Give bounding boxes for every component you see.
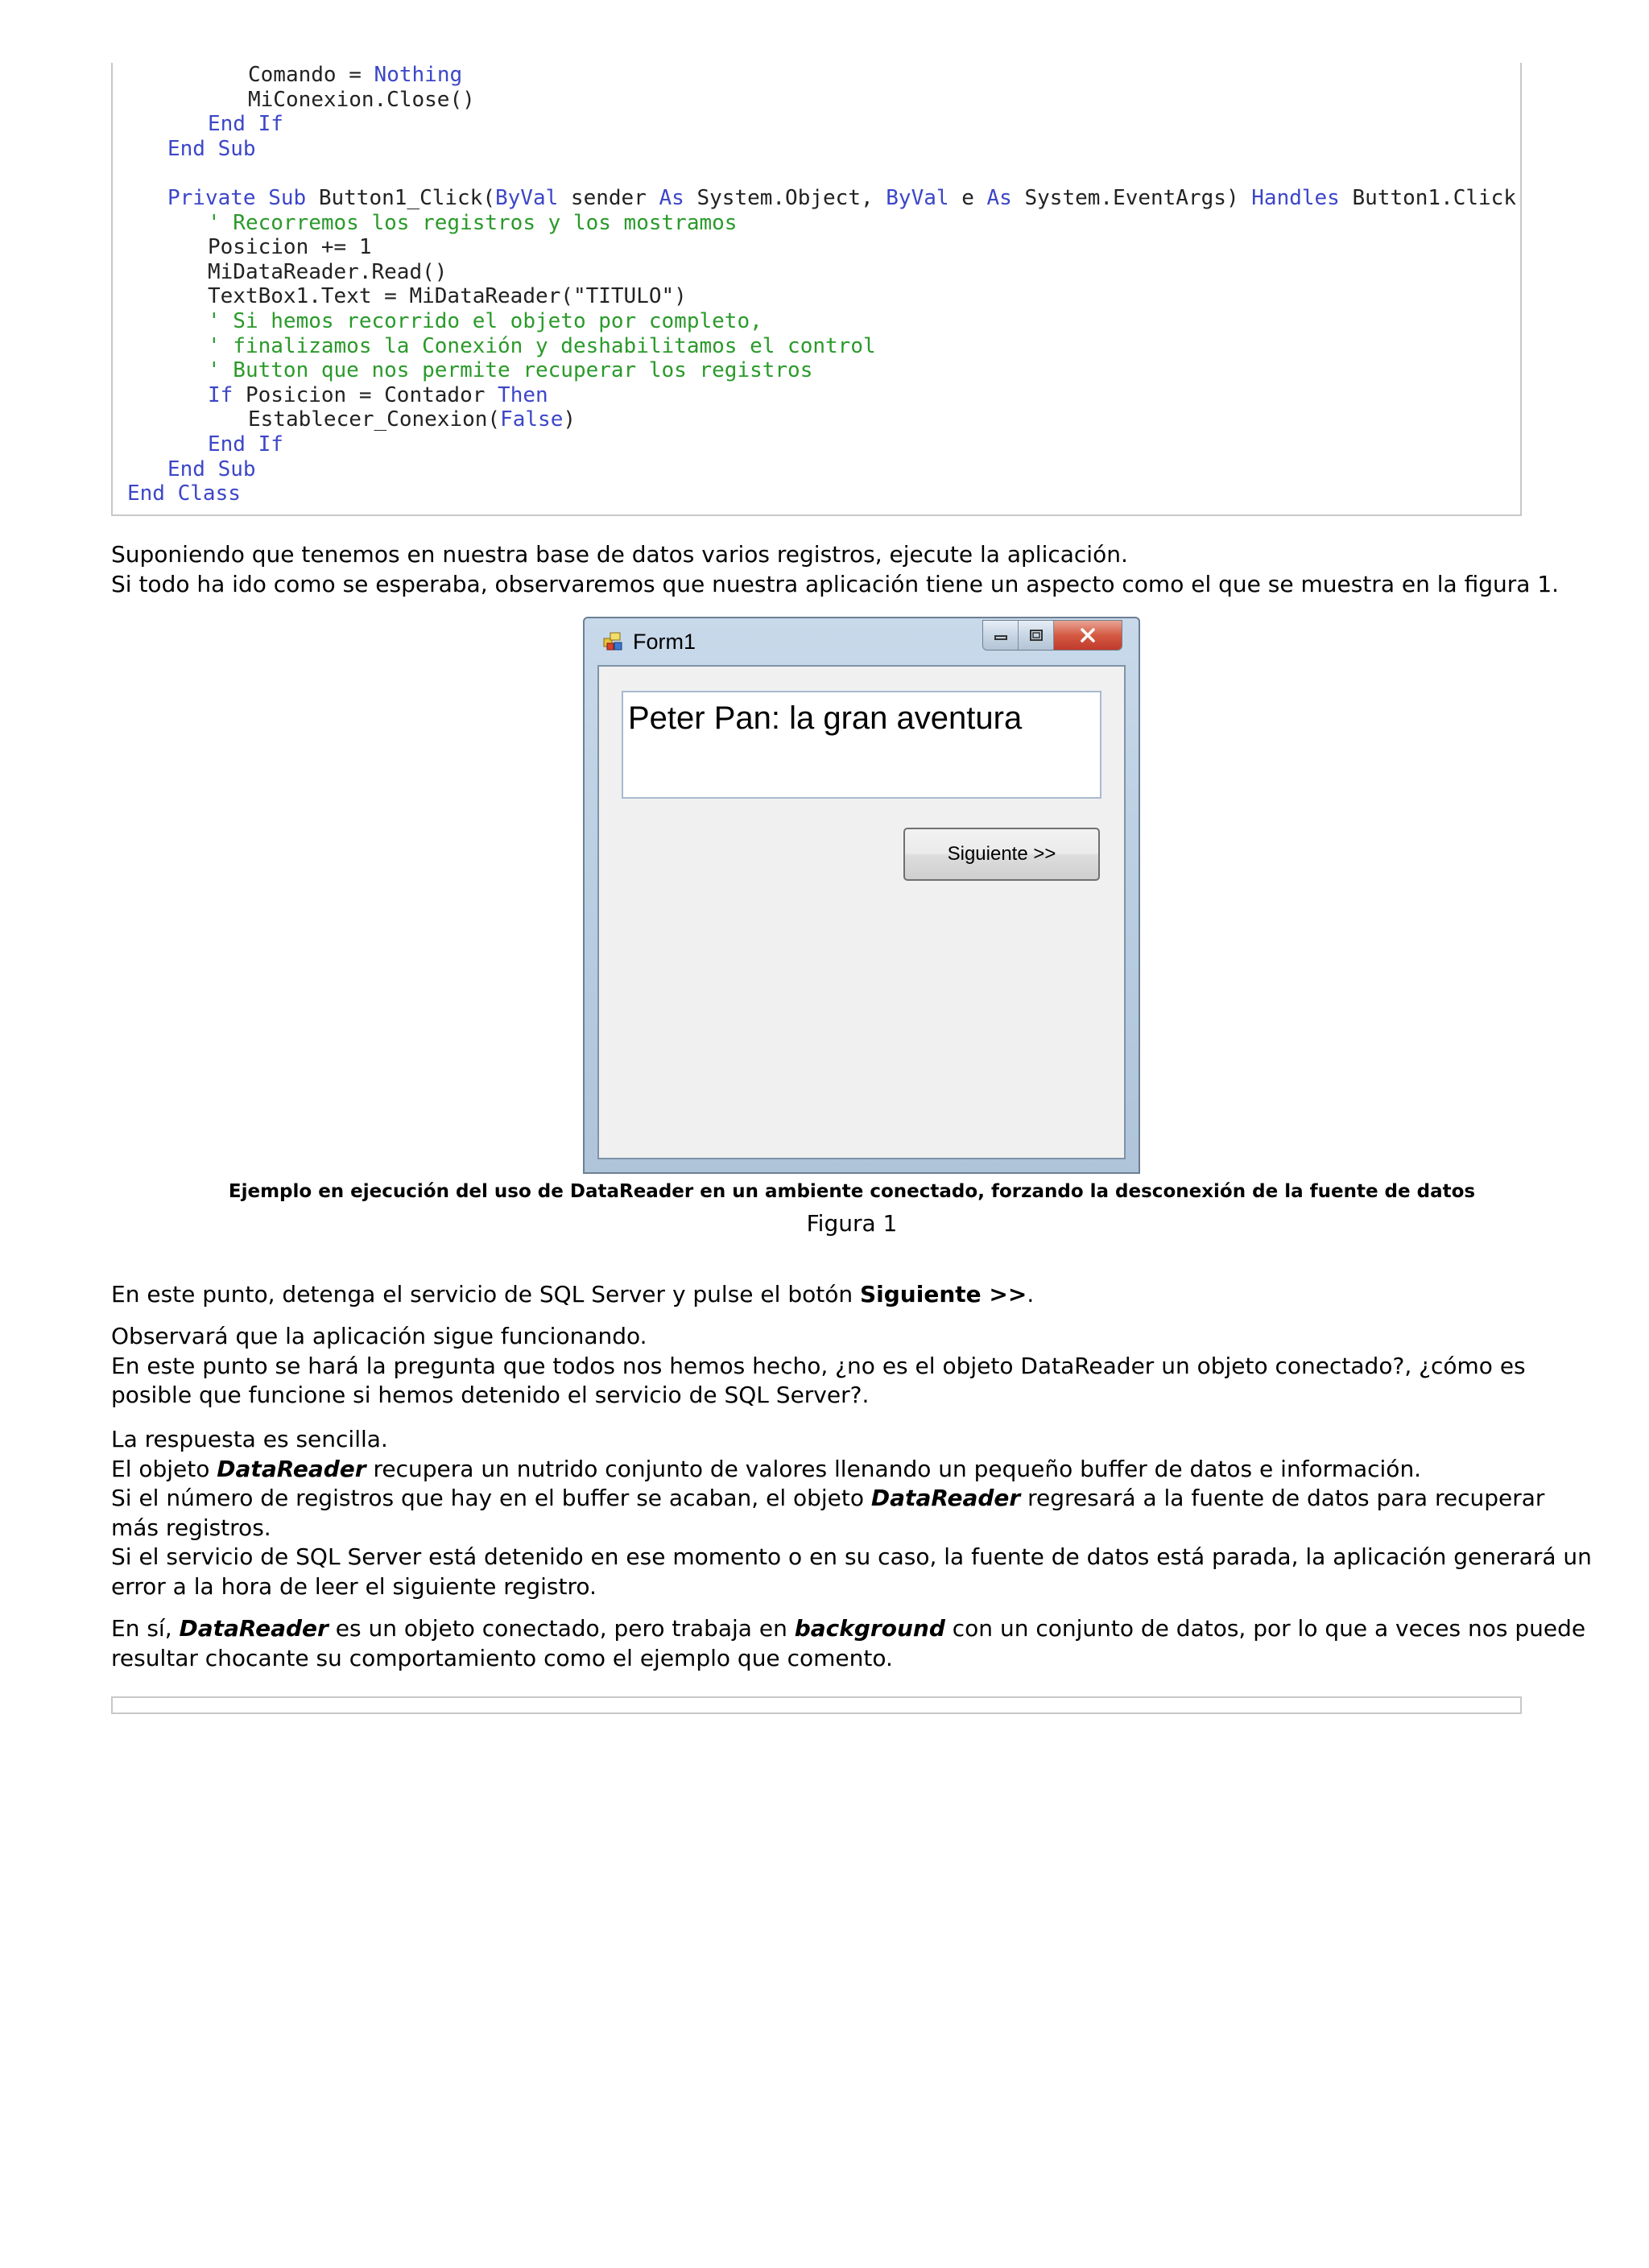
code-comment: ' finalizamos la Conexión y deshabilitamos el control [208,333,876,358]
code-line [127,457,1516,482]
code-line [127,186,1516,211]
paragraph-answer [111,1425,1593,1601]
code-line [127,432,1516,457]
close-button[interactable] [1054,621,1122,650]
code-text: System.Object, [684,185,886,210]
minimize-icon [993,630,1009,641]
code-keyword: End Sub [167,136,256,161]
p3-line-1: La respuesta es sencilla. [111,1426,388,1452]
intro-line-2: Si todo ha ido como se esperaba, observaremos que nuestra aplicación tiene un aspecto como el que se muestra en la figura 1. [111,570,1560,597]
p4-d: background [794,1615,945,1642]
code-text: MiConexion.Close() [248,87,475,112]
p3-line-2b: DataReader [217,1455,366,1482]
code-line [127,112,1516,137]
bottom-separator-box [111,1696,1522,1714]
maximize-icon [1028,629,1044,642]
p3-line-3c: regresará a la fuente de datos para recuperar más registros. [111,1485,1545,1541]
code-comment: ' Si hemos recorrido el objeto por completo, [208,308,763,333]
p3-line-3a: Si el número de registros que hay en el buffer se acaban, el objeto [111,1485,871,1511]
p3-line-2a: El objeto [111,1455,217,1482]
code-text: Comando = [248,63,374,87]
window-controls [982,620,1122,651]
siguiente-button[interactable]: Siguiente >> [903,828,1100,881]
window-title: Form1 [633,630,696,654]
code-keyword: Then [498,382,548,407]
code-keyword: ByVal [886,185,949,210]
code-keyword: Private Sub [167,185,307,210]
p3-line-4: Si el servicio de SQL Server está detenido en ese momento o en su caso, la fuente de datos está parada, la aplicación generará un error a la hora de leer el siguiente registro. [111,1543,1592,1600]
p4-e: con un conjunto de datos, por lo que a veces nos puede resultar chocante su comportamiento como el ejemplo que comento. [111,1615,1586,1671]
p4-a: En sí, [111,1615,180,1642]
code-text: ) [563,407,577,432]
paragraph-conclusion [111,1614,1593,1673]
code-line [127,235,1516,260]
code-line [127,309,1516,334]
intro-paragraph [111,540,1593,599]
paragraph-question [111,1322,1593,1411]
code-line [127,161,1516,186]
p1-text: En este punto, detenga el servicio de SQL Server y pulse el botón [111,1281,860,1308]
code-line [127,284,1516,309]
code-text: MiDataReader.Read() [208,259,448,284]
code-line [127,88,1516,113]
code-keyword: End If [208,432,283,456]
figure-label: Figura 1 [806,1210,898,1237]
intro-line-1: Suponiendo que tenemos en nuestra base de datos varios registros, ejecute la aplicación. [111,541,1128,568]
p2-line-1: Observará que la aplicación sigue funcionando. [111,1323,647,1349]
code-line [127,407,1516,432]
p1-bold: Siguiente >> [860,1281,1027,1308]
code-keyword: ByVal [495,185,559,210]
close-icon [1079,628,1097,642]
title-textbox[interactable]: Peter Pan: la gran aventura [622,691,1101,799]
paragraph-stop-service [111,1280,1593,1310]
form-client-area [597,665,1126,1159]
code-line [127,63,1516,88]
p3-line-2c: recupera un nutrido conjunto de valores llenando un pequeño buffer de datos e información. [366,1455,1422,1482]
code-line [127,481,1516,506]
code-line [127,383,1516,408]
code-keyword: End Class [127,481,241,506]
window-titlebar [585,618,1139,665]
p4-c: es un objeto conectado, pero trabaja en [328,1615,795,1642]
code-text: Posicion += 1 [208,235,372,260]
code-keyword: Handles [1251,185,1340,210]
code-text: Button1.Click [1339,185,1516,210]
code-text: TextBox1.Text = MiDataReader("TITULO") [208,284,687,309]
code-text: System.EventArgs) [1011,185,1252,210]
code-keyword: End Sub [167,456,256,481]
code-keyword: As [659,185,684,210]
code-comment: ' Button que nos permite recuperar los registros [208,358,813,383]
code-keyword: As [986,185,1012,210]
code-keyword: False [500,407,564,432]
code-comment: ' Recorremos los registros y los mostramos [208,210,738,235]
code-keyword: Nothing [374,63,463,87]
code-keyword: If [208,382,234,407]
code-line [127,260,1516,285]
code-line [127,211,1516,236]
figure-caption: Ejemplo en ejecución del uso de DataReader en un ambiente conectado, forzando la desconexión de la fuente de datos [228,1181,1476,1202]
code-text: Posicion = Contador [233,382,498,407]
p1-end: . [1027,1281,1035,1308]
minimize-button[interactable] [983,621,1019,650]
code-line [127,137,1516,162]
code-line [127,358,1516,383]
code-text: Button1_Click( [306,185,495,210]
p3-line-3b: DataReader [870,1485,1021,1511]
code-text: Establecer_Conexion( [248,407,501,432]
code-listing [127,63,1516,506]
form-app-icon [602,631,623,652]
maximize-button[interactable] [1019,621,1054,650]
code-keyword: End If [208,112,283,137]
p4-b: DataReader [179,1615,329,1642]
form1-window [583,617,1140,1174]
code-text: e [948,185,987,210]
code-line [127,334,1516,359]
code-text: sender [558,185,659,210]
p2-line-2: En este punto se hará la pregunta que todos nos hemos hecho, ¿no es el objeto DataReader un objeto conectado?, ¿cómo es posible que funcione si hemos detenido el servicio de SQL Server?. [111,1352,1526,1408]
